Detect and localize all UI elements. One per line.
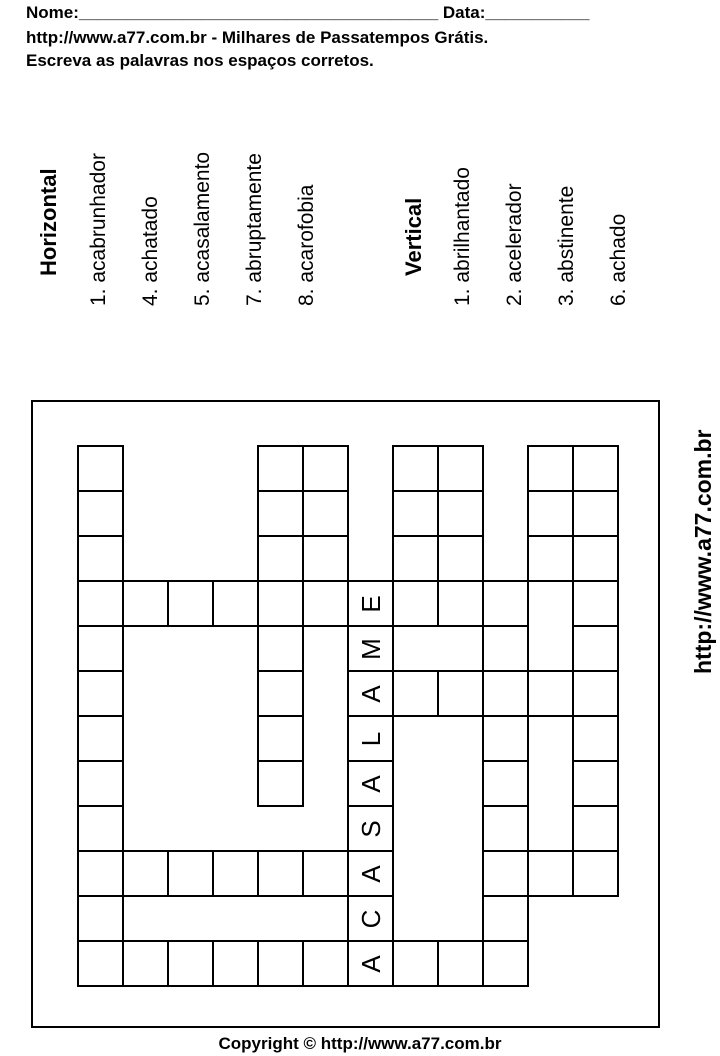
cell-letter: S <box>355 819 386 838</box>
grid-cell[interactable] <box>347 670 394 717</box>
grid-cell[interactable] <box>347 895 394 942</box>
cell-letter: L <box>355 731 386 746</box>
clue-horizontal-1: 1. acabrunhador <box>87 153 110 306</box>
grid-cell[interactable] <box>122 850 169 897</box>
grid-cell[interactable] <box>392 580 439 627</box>
grid-cell[interactable] <box>527 670 574 717</box>
grid-cell[interactable] <box>482 760 529 807</box>
grid-cell[interactable] <box>437 535 484 582</box>
footer-copyright: Copyright © http://www.a77.com.br <box>218 1034 502 1053</box>
grid-cell[interactable] <box>572 850 619 897</box>
grid-cell[interactable] <box>572 670 619 717</box>
grid-cell[interactable] <box>482 805 529 852</box>
grid-cell[interactable] <box>302 445 349 492</box>
grid-cell[interactable] <box>257 940 304 987</box>
grid-cell[interactable] <box>77 805 124 852</box>
grid-cell[interactable] <box>257 760 304 807</box>
clue-vertical-2: 2. acelerador <box>503 183 526 306</box>
grid-cell[interactable] <box>77 715 124 762</box>
instructions: Escreva as palavras nos espaços corretos. <box>26 51 374 70</box>
grid-cell[interactable] <box>77 940 124 987</box>
side-url: http://www.a77.com.br <box>690 429 716 674</box>
grid-cell[interactable] <box>482 895 529 942</box>
grid-cell[interactable] <box>302 490 349 537</box>
cell-letter: A <box>355 954 386 973</box>
grid-cell[interactable] <box>347 805 394 852</box>
cell-letter: A <box>355 774 386 793</box>
grid-cell[interactable] <box>347 850 394 897</box>
clue-horizontal-4: 4. achatado <box>139 196 162 306</box>
grid-cell[interactable] <box>437 445 484 492</box>
grid-cell[interactable] <box>257 625 304 672</box>
cell-letter: A <box>355 684 386 703</box>
grid-cell[interactable] <box>257 535 304 582</box>
grid-cell[interactable] <box>482 850 529 897</box>
grid-cell[interactable] <box>122 580 169 627</box>
horizontal-title: Horizontal <box>36 168 61 276</box>
grid-cell[interactable] <box>77 490 124 537</box>
cell-letter: M <box>355 637 386 660</box>
grid-cell[interactable] <box>77 760 124 807</box>
clue-horizontal-7: 7. abruptamente <box>243 153 266 306</box>
grid-cell[interactable] <box>77 625 124 672</box>
grid-cell[interactable] <box>572 625 619 672</box>
clue-vertical-1: 1. abrilhantado <box>451 167 474 306</box>
grid-cell[interactable] <box>77 850 124 897</box>
grid-cell[interactable] <box>347 760 394 807</box>
grid-cell[interactable] <box>392 535 439 582</box>
site-line: http://www.a77.com.br - Milhares de Passatempos Grátis. <box>26 28 489 47</box>
grid-cell[interactable] <box>257 490 304 537</box>
vertical-title: Vertical <box>401 197 426 276</box>
grid-cell[interactable] <box>302 580 349 627</box>
grid-cell[interactable] <box>347 580 394 627</box>
cell-letter: A <box>355 864 386 883</box>
grid-cell[interactable] <box>122 940 169 987</box>
grid-cell[interactable] <box>482 940 529 987</box>
grid-cell[interactable] <box>482 625 529 672</box>
grid-cell[interactable] <box>572 805 619 852</box>
grid-cell[interactable] <box>527 490 574 537</box>
grid-cell[interactable] <box>572 445 619 492</box>
grid-cell[interactable] <box>572 535 619 582</box>
grid-cell[interactable] <box>347 940 394 987</box>
grid-cell[interactable] <box>572 490 619 537</box>
grid-cell[interactable] <box>482 580 529 627</box>
grid-cell[interactable] <box>347 715 394 762</box>
grid-cell[interactable] <box>392 490 439 537</box>
grid-cell[interactable] <box>302 940 349 987</box>
grid-cell[interactable] <box>392 445 439 492</box>
grid-cell[interactable] <box>572 760 619 807</box>
grid-cell[interactable] <box>572 580 619 627</box>
grid-cell[interactable] <box>302 850 349 897</box>
grid-cell[interactable] <box>527 850 574 897</box>
grid-cell[interactable] <box>437 490 484 537</box>
grid-cell[interactable] <box>392 940 439 987</box>
grid-cell[interactable] <box>257 850 304 897</box>
grid-cell[interactable] <box>392 670 439 717</box>
grid-cell[interactable] <box>437 670 484 717</box>
grid-cell[interactable] <box>77 895 124 942</box>
clue-horizontal-8: 8. acarofobia <box>295 184 318 306</box>
grid-cell[interactable] <box>77 670 124 717</box>
grid-cell[interactable] <box>77 580 124 627</box>
grid-cell[interactable] <box>347 625 394 672</box>
grid-cell[interactable] <box>257 715 304 762</box>
grid-cell[interactable] <box>257 670 304 717</box>
clue-horizontal-5: 5. acasalamento <box>191 151 214 306</box>
grid-cell[interactable] <box>167 580 214 627</box>
name-date-line: Nome:______________________________________ Data:___________ <box>26 3 590 22</box>
grid-cell[interactable] <box>257 580 304 627</box>
grid-cell[interactable] <box>437 580 484 627</box>
grid-cell[interactable] <box>167 940 214 987</box>
grid-cell[interactable] <box>212 940 259 987</box>
grid-cell[interactable] <box>572 715 619 762</box>
grid-cell[interactable] <box>437 940 484 987</box>
grid-cell[interactable] <box>167 850 214 897</box>
grid-cell[interactable] <box>257 445 304 492</box>
clue-vertical-6: 6. achado <box>607 213 630 306</box>
grid-cell[interactable] <box>77 535 124 582</box>
grid-cell[interactable] <box>212 850 259 897</box>
grid-cell[interactable] <box>302 535 349 582</box>
cell-letter: C <box>355 909 386 928</box>
grid-cell[interactable] <box>77 445 124 492</box>
grid-cell[interactable] <box>527 445 574 492</box>
clue-vertical-3: 3. abstinente <box>555 185 578 306</box>
cell-letter: E <box>355 594 386 613</box>
grid-cell[interactable] <box>212 580 259 627</box>
grid-cell[interactable] <box>527 535 574 582</box>
grid-cell[interactable] <box>482 715 529 762</box>
grid-cell[interactable] <box>482 670 529 717</box>
